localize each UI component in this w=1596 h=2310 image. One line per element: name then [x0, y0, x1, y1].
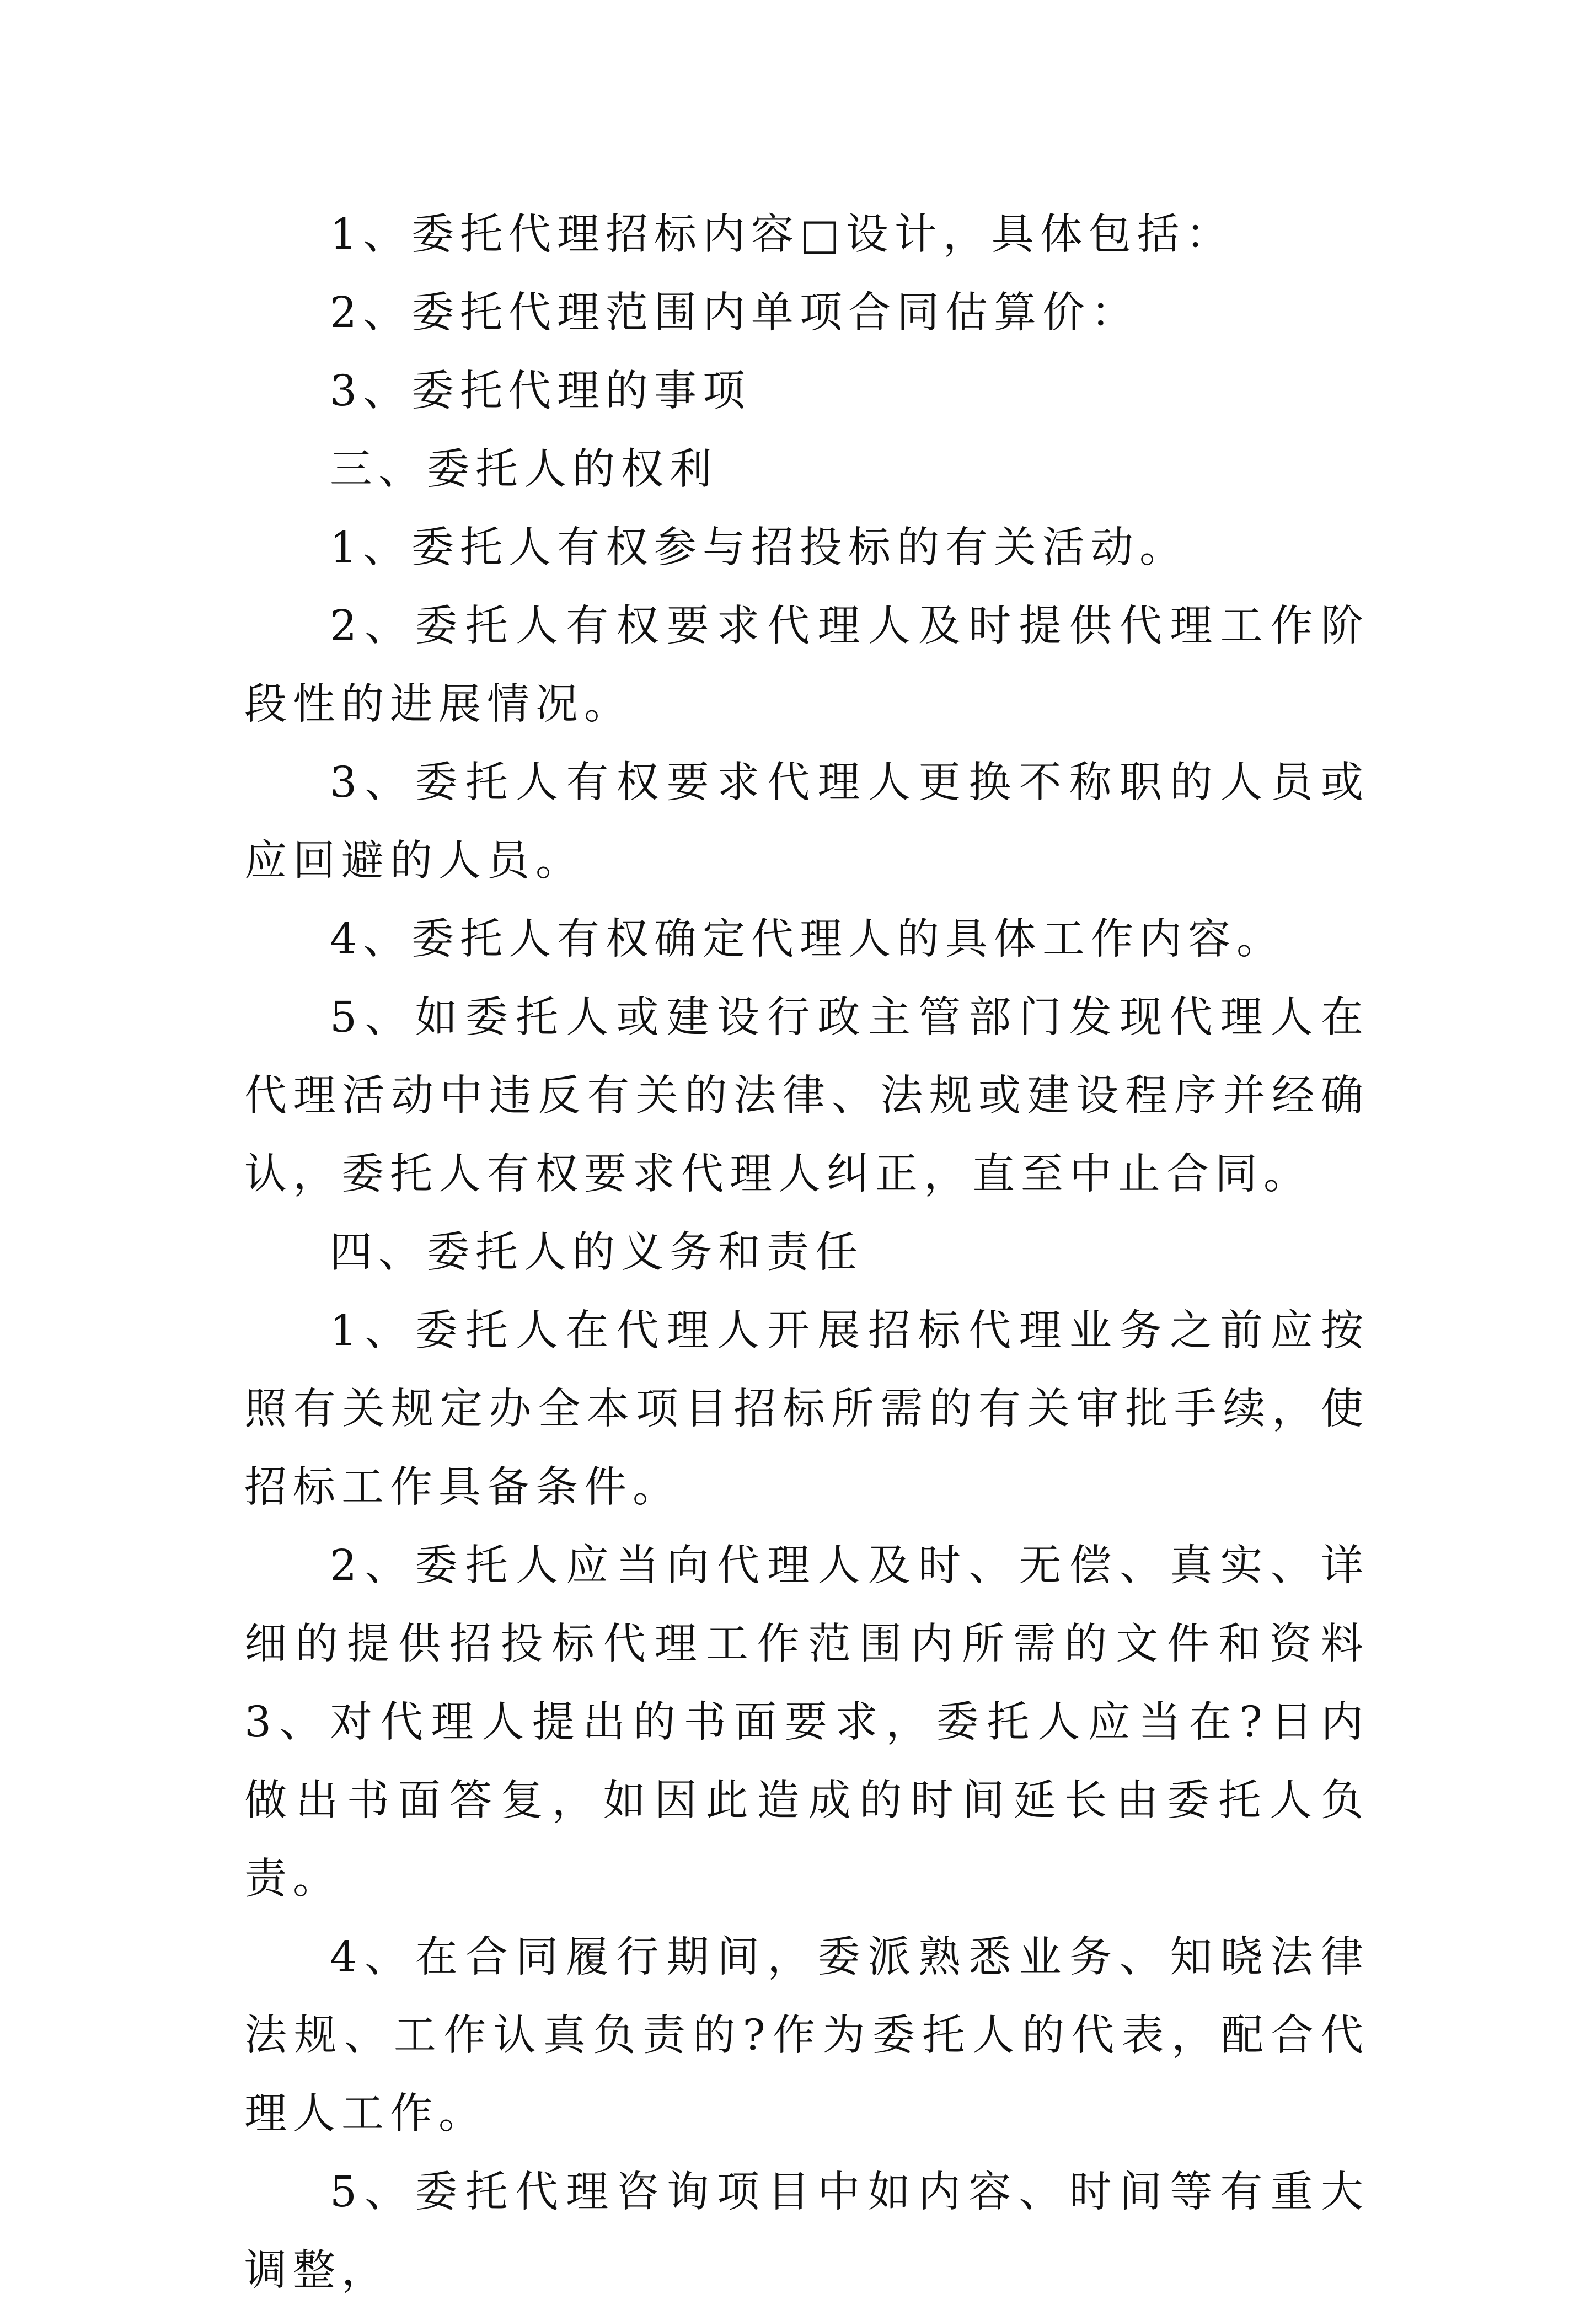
rights-item-2: 2、委托人有权要求代理人及时提供代理工作阶段性的进展情况。: [244, 602, 1369, 729]
obligations-item-5: 5、委托代理咨询项目中如内容、时间等有重大调整，: [244, 2168, 1369, 2295]
clause-3-matters: 3、委托代理的事项: [330, 367, 751, 416]
rights-item-3: 3、委托人有权要求代理人更换不称职的人员或应回避的人员。: [244, 758, 1369, 886]
document-body: [244, 196, 1369, 2310]
clause-1-scope: 1、委托代理招标内容□设计，具体包括：: [330, 210, 1234, 259]
obligations-item-1: 1、委托人在代理人开展招标代理业务之前应按照有关规定办全本项目招标所需的有关审批手续，使招标工作具备条件。: [244, 1306, 1369, 1512]
section-heading-rights: 三、委托人的权利: [330, 445, 718, 494]
obligations-item-4: 4、在合同履行期间，委派熟悉业务、知晓法律法规、工作认真负责的?作为委托人的代表，配合代理人工作。: [244, 1933, 1369, 2139]
rights-item-1: 1、委托人有权参与招投标的有关活动。: [330, 523, 1188, 572]
section-heading-obligations: 四、委托人的义务和责任: [330, 1228, 864, 1277]
clause-2-estimate: 2、委托代理范围内单项合同估算价：: [330, 288, 1139, 337]
obligations-item-2-3: 2、委托人应当向代理人及时、无偿、真实、详细的提供招投标代理工作范围内所需的文件和资料 3、对代理人提出的书面要求，委托人应当在?日内做出书面答复，如因此造成的时间延长由委托人负责。: [244, 1541, 1369, 1904]
rights-item-5: 5、如委托人或建设行政主管部门发现代理人在代理活动中违反有关的法律、法规或建设程序并经确认，委托人有权要求代理人纠正，直至中止合同。: [244, 993, 1369, 1199]
rights-item-4: 4、委托人有权确定代理人的具体工作内容。: [330, 915, 1285, 964]
